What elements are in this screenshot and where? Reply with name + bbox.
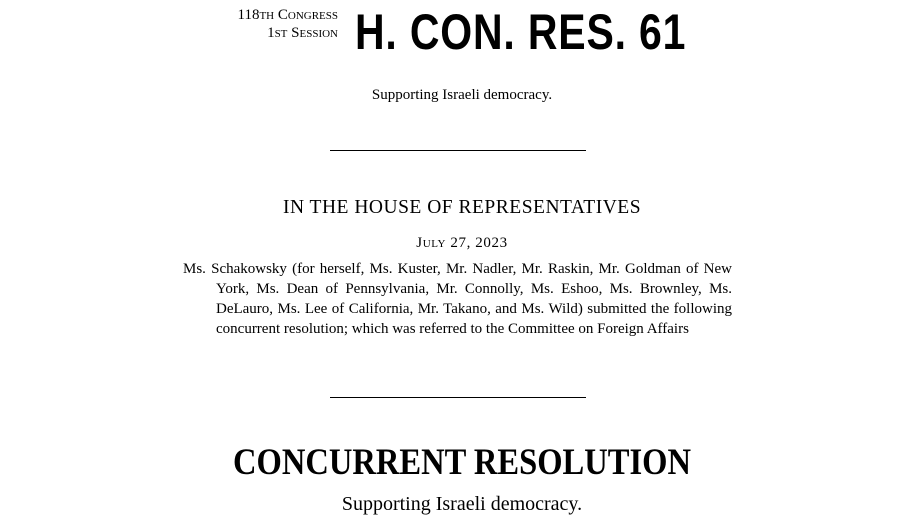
introduction-date: July 27, 2023 bbox=[416, 235, 508, 251]
divider-rule bbox=[330, 397, 586, 398]
short-title: Supporting Israeli democracy. bbox=[371, 87, 553, 103]
chamber-heading: IN THE HOUSE OF REPRESENTATIVES bbox=[282, 197, 642, 218]
congress-session-block bbox=[178, 6, 338, 42]
congress-label: 118th Congress bbox=[237, 7, 338, 23]
sponsors-paragraph: Ms. Schakowsky (for herself, Ms. Kuster, Mr. Nadler, Mr. Raskin, Mr. Goldman of New York, Ms. Dean of Pennsylvania, Mr. Connolly, Ms. Eshoo, Ms. Brownley, Ms. DeLauro, Ms. Lee of California, Mr. Takano, and Ms. Wild) submitted the following concurrent resolution; which was referred to the Committee on Foreign Affairs bbox=[183, 261, 732, 337]
session-label: 1st Session bbox=[267, 25, 338, 41]
document-type-heading: CONCURRENT RESOLUTION bbox=[232, 442, 692, 483]
divider-rule bbox=[330, 150, 586, 151]
official-title: Supporting Israeli democracy. bbox=[341, 493, 583, 515]
bill-number: H. CON. RES. 61 bbox=[355, 4, 687, 60]
